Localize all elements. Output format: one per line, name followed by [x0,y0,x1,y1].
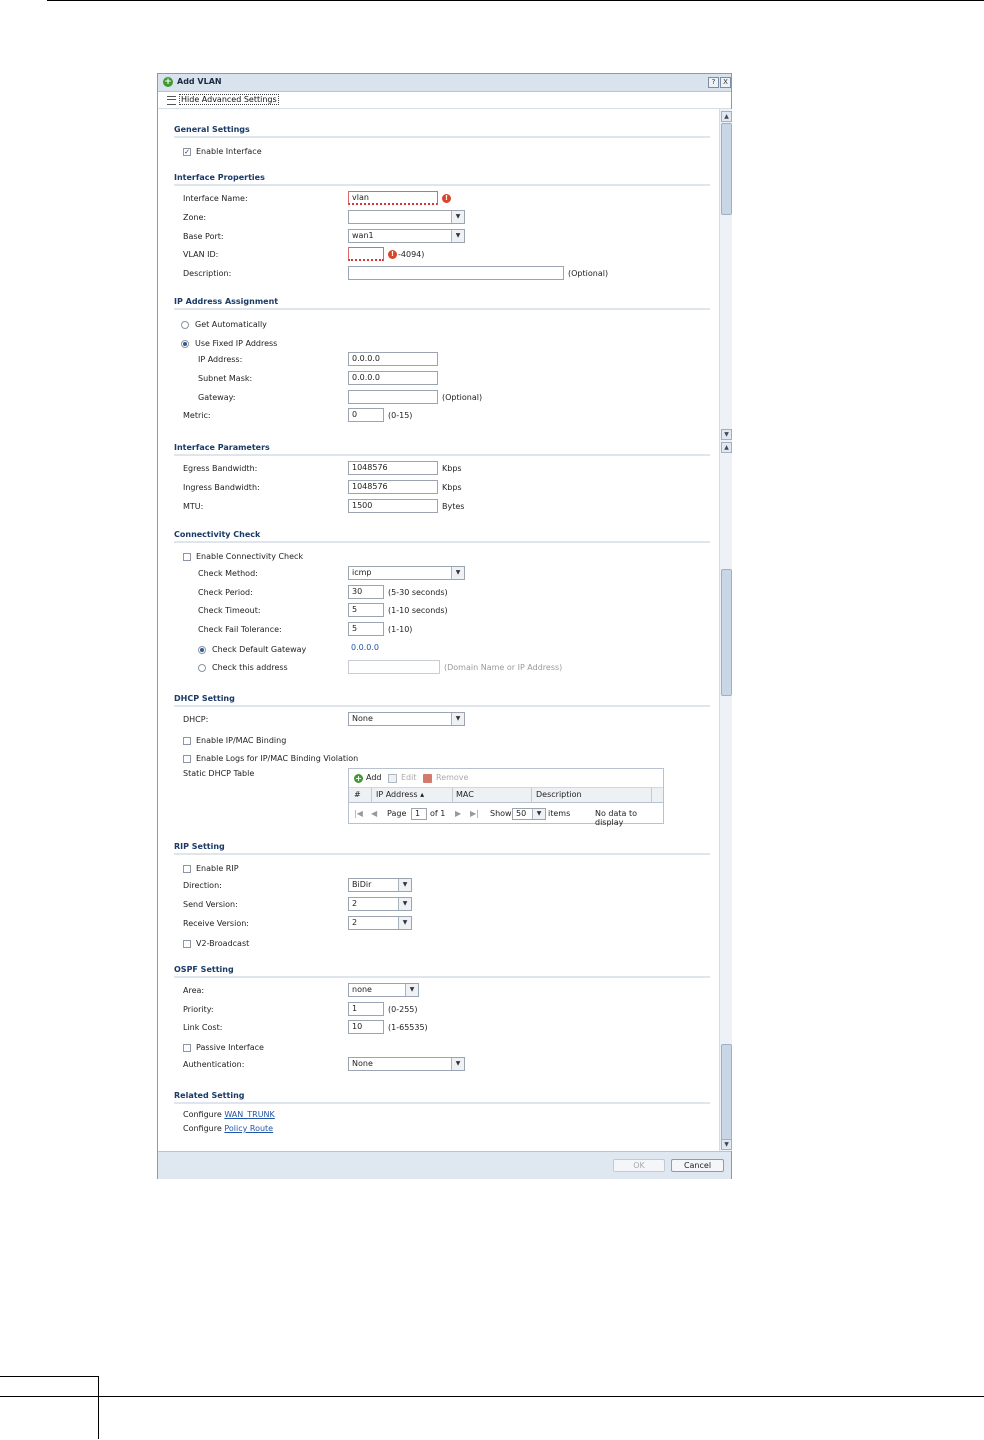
ip-assignment-heading: IP Address Assignment [174,297,279,306]
check-timeout-input[interactable]: 5 [348,603,384,617]
rip-setting-heading: RIP Setting [174,842,225,851]
ok-button[interactable]: OK [613,1159,665,1172]
check-this-address-radio[interactable] [198,664,206,672]
scrollbar-thumb[interactable] [721,569,732,696]
ingress-bandwidth-input[interactable]: 1048576 [348,480,438,494]
prev-page-icon[interactable]: ◀ [371,809,378,818]
wan-trunk-link[interactable]: WAN_TRUNK [224,1110,275,1119]
dialog-titlebar [158,74,731,92]
receive-version-label: Receive Version: [183,919,249,928]
send-version-label: Send Version: [183,900,238,909]
check-address-input[interactable] [348,660,440,674]
check-fail-tolerance-hint: (1-10) [388,625,413,634]
section-divider [174,454,710,456]
interface-parameters-heading: Interface Parameters [174,443,270,452]
static-dhcp-table [348,768,664,827]
error-icon: ! [388,250,397,259]
chevron-down-icon: ▼ [532,809,545,819]
description-hint: (Optional) [568,269,609,278]
dialog-title: Add VLAN [177,77,222,86]
page-bottom-rule [0,1396,984,1397]
priority-hint: (0-255) [388,1005,418,1014]
section-divider [174,541,710,543]
table-header [349,788,663,803]
vertical-scrollbar[interactable] [719,109,732,1151]
get-automatically-radio[interactable] [181,321,189,329]
enable-connectivity-check-checkbox[interactable] [183,553,191,561]
enable-connectivity-check-label: Enable Connectivity Check [196,552,304,561]
direction-value: BiDir [352,880,372,889]
use-fixed-ip-radio[interactable] [181,340,189,348]
static-dhcp-table-label: Static DHCP Table [183,769,255,778]
chevron-down-icon: ▼ [451,230,464,242]
scroll-down-icon[interactable]: ▼ [721,429,732,440]
ospf-setting-heading: OSPF Setting [174,965,234,974]
add-button[interactable]: Add [366,773,382,782]
check-fail-tolerance-label: Check Fail Tolerance: [198,625,282,634]
section-divider [174,308,710,310]
general-settings-heading: General Settings [174,125,250,134]
configure-label: Configure [183,1124,222,1133]
get-automatically-label: Get Automatically [195,320,267,329]
section-divider [174,184,710,186]
list-icon [167,96,176,105]
authentication-select[interactable] [348,1057,465,1071]
next-page-icon[interactable]: ▶ [455,809,462,818]
use-fixed-ip-label: Use Fixed IP Address [195,339,278,348]
check-method-value: icmp [352,568,372,577]
description-input[interactable] [348,266,564,280]
check-period-input[interactable]: 30 [348,585,384,599]
chevron-down-icon: ▼ [398,917,411,929]
check-method-label: Check Method: [198,569,258,578]
section-divider [174,976,710,978]
link-cost-label: Link Cost: [183,1023,223,1032]
page-top-rule [47,0,984,1]
egress-bandwidth-input[interactable]: 1048576 [348,461,438,475]
interface-name-input[interactable]: vlan [348,191,438,205]
interface-name-label: Interface Name: [183,194,248,203]
chevron-down-icon: ▼ [405,984,418,996]
egress-unit: Kbps [442,464,462,473]
advanced-bar [158,92,731,109]
column-divider [452,788,453,802]
column-divider [651,788,652,802]
direction-select[interactable] [348,878,412,892]
base-port-value: wan1 [352,231,374,240]
vlan-id-label: VLAN ID: [183,250,219,259]
ip-mac-binding-label: Enable IP/MAC Binding [196,736,287,745]
mtu-input[interactable]: 1500 [348,499,438,513]
column-mac[interactable]: MAC [456,790,474,799]
table-toolbar [349,769,663,788]
check-timeout-label: Check Timeout: [198,606,261,615]
link-cost-input[interactable]: 10 [348,1020,384,1034]
hide-advanced-settings-button[interactable]: Hide Advanced Settings [181,95,277,104]
error-icon: ! [442,194,451,203]
configure-policy-route-row [183,1124,273,1133]
configure-wan-trunk-row [183,1110,275,1119]
help-button[interactable]: ? [708,77,719,88]
edit-button[interactable]: Edit [401,773,417,782]
ip-address-label: IP Address: [198,355,243,364]
trash-icon [423,774,432,783]
authentication-label: Authentication: [183,1060,245,1069]
policy-route-link[interactable]: Policy Route [224,1124,274,1133]
page-label: Page [387,809,407,818]
page-size-select[interactable] [512,808,546,820]
ip-address-input[interactable]: 0.0.0.0 [348,352,438,366]
add-icon: + [355,774,362,783]
enable-interface-label: Enable Interface [196,147,262,156]
gateway-hint: (Optional) [442,393,483,402]
last-page-icon[interactable]: ▶| [470,809,479,818]
v2-broadcast-label: V2-Broadcast [196,939,250,948]
metric-hint: (0-15) [388,411,413,420]
page-input[interactable]: 1 [411,808,427,820]
column-divider [531,788,532,802]
zone-label: Zone: [183,213,207,222]
priority-label: Priority: [183,1005,214,1014]
enable-interface-checkbox[interactable]: ✓ [184,148,190,156]
cancel-button[interactable]: Cancel [671,1159,724,1172]
ip-mac-binding-checkbox[interactable] [183,737,191,745]
check-method-select[interactable] [348,566,465,580]
chevron-down-icon: ▼ [451,567,464,579]
dialog-content [158,109,718,1151]
first-page-icon[interactable]: |◀ [354,809,363,818]
area-select[interactable] [348,983,419,997]
chevron-down-icon: ▼ [451,211,464,223]
section-divider [174,853,710,855]
check-period-hint: (5-30 seconds) [388,588,448,597]
enable-rip-checkbox[interactable] [183,865,191,873]
zone-select[interactable] [348,210,465,224]
base-port-select[interactable] [348,229,465,243]
check-this-address-label: Check this address [212,663,288,672]
show-label: Show [490,809,512,818]
receive-version-value: 2 [352,918,358,927]
page-number-box [0,1376,99,1439]
scroll-up-icon[interactable]: ▲ [721,442,732,453]
vlan-id-input[interactable] [348,247,384,261]
column-index[interactable]: # [354,790,361,799]
binding-logs-checkbox[interactable] [183,755,191,763]
receive-version-select[interactable] [348,916,412,930]
check-period-label: Check Period: [198,588,253,597]
scrollbar-thumb[interactable] [721,123,732,215]
scroll-down-icon[interactable]: ▼ [721,1139,732,1150]
dhcp-setting-heading: DHCP Setting [174,694,235,703]
subnet-mask-input[interactable]: 0.0.0.0 [348,371,438,385]
dialog-footer [158,1151,731,1179]
metric-label: Metric: [183,411,211,420]
section-divider [174,705,710,707]
connectivity-check-heading: Connectivity Check [174,530,261,539]
send-version-select[interactable] [348,897,412,911]
column-description[interactable]: Description [536,790,582,799]
related-setting-heading: Related Setting [174,1091,245,1100]
ingress-bandwidth-label: Ingress Bandwidth: [183,483,260,492]
chevron-down-icon: ▼ [398,879,411,891]
v2-broadcast-checkbox[interactable] [183,940,191,948]
remove-button[interactable]: Remove [436,773,469,782]
dhcp-select[interactable] [348,712,465,726]
gateway-input[interactable] [348,390,438,404]
configure-label: Configure [183,1110,222,1119]
section-divider [174,136,710,138]
mtu-label: MTU: [183,502,204,511]
default-gateway-value: 0.0.0.0 [351,643,379,652]
passive-interface-label: Passive Interface [196,1043,264,1052]
binding-logs-label: Enable Logs for IP/MAC Binding Violation [196,754,359,763]
subnet-mask-label: Subnet Mask: [198,374,253,383]
page-size-value: 50 [516,809,527,818]
description-label: Description: [183,269,232,278]
enable-rip-label: Enable RIP [196,864,239,873]
table-pagination [349,807,663,827]
section-divider [174,1102,710,1104]
add-icon: + [164,77,172,87]
interface-properties-heading: Interface Properties [174,173,265,182]
authentication-value: None [352,1059,373,1068]
check-default-gateway-label: Check Default Gateway [212,645,307,654]
area-value: none [352,985,372,994]
check-fail-tolerance-input[interactable]: 5 [348,622,384,636]
priority-input[interactable]: 1 [348,1002,384,1016]
chevron-down-icon: ▼ [398,898,411,910]
items-label: items [548,809,571,818]
column-divider [371,788,372,802]
column-ip-address[interactable]: IP Address ▴ [376,790,425,799]
base-port-label: Base Port: [183,232,224,241]
close-button[interactable]: X [720,77,731,88]
send-version-value: 2 [352,899,358,908]
dhcp-label: DHCP: [183,715,209,724]
chevron-down-icon: ▼ [451,1058,464,1070]
no-data-message: No data to display [595,809,638,827]
scrollbar-thumb[interactable] [721,1044,732,1141]
egress-bandwidth-label: Egress Bandwidth: [183,464,258,473]
page-count: of 1 [430,809,446,818]
dhcp-value: None [352,714,373,723]
ingress-unit: Kbps [442,483,462,492]
check-timeout-hint: (1-10 seconds) [388,606,448,615]
mtu-unit: Bytes [442,502,465,511]
vlan-id-hint: -4094) [398,250,425,259]
add-vlan-dialog [157,73,732,1179]
direction-label: Direction: [183,881,222,890]
check-default-gateway-radio[interactable] [198,646,206,654]
check-address-hint: (Domain Name or IP Address) [444,663,563,672]
gateway-label: Gateway: [198,393,236,402]
edit-icon [388,774,397,783]
area-label: Area: [183,986,205,995]
chevron-down-icon: ▼ [451,713,464,725]
passive-interface-checkbox[interactable] [183,1044,191,1052]
scroll-up-icon[interactable]: ▲ [721,111,732,122]
metric-input[interactable]: 0 [348,408,384,422]
link-cost-hint: (1-65535) [388,1023,428,1032]
